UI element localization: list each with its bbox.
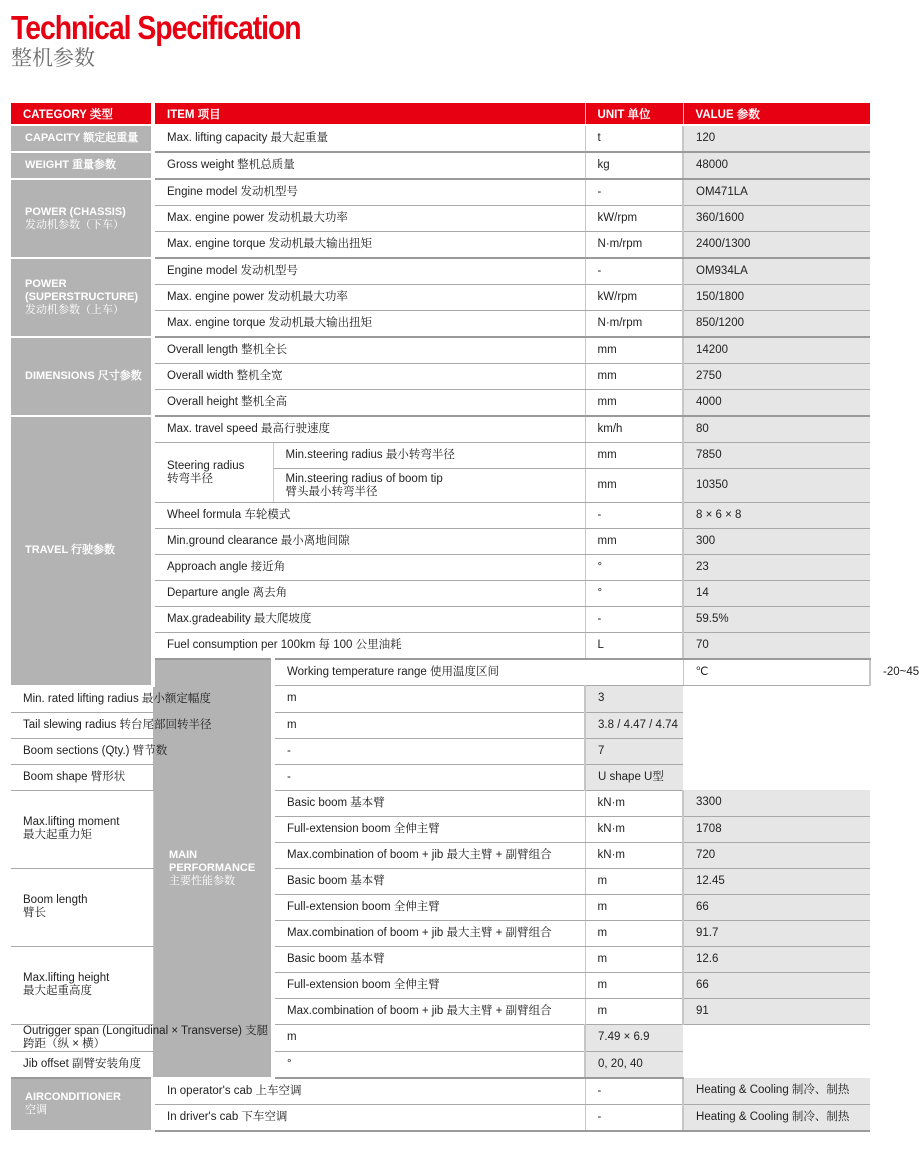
- item-cell: Tail slewing radius 转台尾部回转半径: [11, 712, 273, 738]
- page-subtitle: 整机参数: [11, 47, 95, 70]
- value-cell: 2400/1300: [683, 232, 870, 259]
- unit-cell: mm: [585, 337, 683, 364]
- unit-cell: kN·m: [585, 816, 683, 842]
- unit-cell: m: [585, 998, 683, 1024]
- category-label-cn: 主要性能参数: [169, 874, 235, 887]
- item-cell: Max. engine power 发动机最大功率: [153, 206, 585, 232]
- category-label-cn: 发动机参数（下车）: [25, 218, 124, 231]
- group-label-en: Steering radius: [167, 459, 245, 472]
- unit-cell: mm: [585, 364, 683, 390]
- value-cell: 70: [683, 633, 870, 660]
- value-cell: 850/1200: [683, 311, 870, 338]
- table-row: [11, 1051, 870, 1078]
- value-cell: 12.6: [683, 946, 870, 972]
- item-cell: Min. rated lifting radius 最小额定幅度: [11, 686, 273, 713]
- unit-cell: -: [585, 607, 683, 633]
- item-cell: Max.combination of boom + jib 最大主臂 + 副臂组合: [273, 920, 585, 946]
- table-row: [11, 790, 870, 816]
- value-cell: 3.8 / 4.47 / 4.74: [585, 712, 683, 738]
- item-cell: Max. travel speed 最高行驶速度: [153, 416, 585, 443]
- unit-cell: -: [585, 1078, 683, 1105]
- item-cell: Full-extension boom 全伸主臂: [273, 894, 585, 920]
- category-airconditioner: [11, 1078, 153, 1131]
- category-capacity: CAPACITY 额定起重量: [11, 125, 153, 152]
- value-cell: 8 × 6 × 8: [683, 503, 870, 529]
- category-weight: WEIGHT 重量参数: [11, 152, 153, 179]
- unit-cell: mm: [585, 469, 683, 503]
- value-cell: 4000: [683, 390, 870, 417]
- unit-cell: -: [585, 179, 683, 206]
- category-label-cn: 发动机参数（上车）: [25, 304, 124, 316]
- unit-cell: m: [585, 946, 683, 972]
- category-power-superstructure: [11, 258, 153, 337]
- value-cell: OM471LA: [683, 179, 870, 206]
- spec-table: [11, 103, 919, 1132]
- category-label-cn: 空调: [25, 1104, 47, 1116]
- group-label-cn: 臂长: [23, 907, 46, 919]
- item-cell: Max. engine power 发动机最大功率: [153, 285, 585, 311]
- table-row: [11, 1024, 870, 1051]
- item-cell: Boom sections (Qty.) 臂节数: [11, 738, 273, 764]
- value-cell: Heating & Cooling 制冷、制热: [683, 1078, 870, 1105]
- item-cell: Overall length 整机全长: [153, 337, 585, 364]
- item-cell: Gross weight 整机总质量: [153, 152, 585, 179]
- value-cell: 720: [683, 842, 870, 868]
- unit-cell: N·m/rpm: [585, 311, 683, 338]
- category-label-en: AIRCONDITIONER: [25, 1091, 121, 1103]
- value-cell: 2750: [683, 364, 870, 390]
- group-label-cn: 最大起重力矩: [23, 829, 92, 841]
- unit-cell: m: [585, 920, 683, 946]
- item-cell: Basic boom 基本臂: [273, 790, 585, 816]
- unit-cell: kN·m: [585, 842, 683, 868]
- unit-cell: -: [585, 258, 683, 285]
- item-cell: Max. lifting capacity 最大起重量: [153, 125, 585, 152]
- unit-cell: m: [585, 894, 683, 920]
- item-cell: Wheel formula 车轮模式: [153, 503, 585, 529]
- item-cell: Jib offset 副臂安装角度: [11, 1051, 273, 1078]
- column-header-value: VALUE 参数: [683, 103, 870, 125]
- item-cell: Engine model 发动机型号: [153, 258, 585, 285]
- table-row: [11, 686, 870, 713]
- value-cell: OM934LA: [683, 258, 870, 285]
- group-max-lifting-moment: [11, 790, 153, 868]
- unit-cell: mm: [585, 529, 683, 555]
- item-cell: Overall height 整机全高: [153, 390, 585, 417]
- unit-cell: -: [273, 738, 585, 764]
- value-cell: 66: [683, 972, 870, 998]
- value-cell: 48000: [683, 152, 870, 179]
- value-cell: Heating & Cooling 制冷、制热: [683, 1104, 870, 1131]
- unit-cell: mm: [585, 390, 683, 417]
- unit-cell: t: [585, 125, 683, 152]
- category-label-en: (SUPERSTRUCTURE): [25, 291, 139, 303]
- item-cell: Overall width 整机全宽: [153, 364, 585, 390]
- category-power-chassis: [11, 179, 153, 258]
- group-label-en: Max.lifting moment: [23, 816, 120, 828]
- item-label-en: Min.steering radius of boom tip: [285, 472, 443, 485]
- category-label-en: POWER: [25, 278, 67, 290]
- item-cell: Engine model 发动机型号: [153, 179, 585, 206]
- value-cell: 120: [683, 125, 870, 152]
- page-title: Technical Specification: [11, 9, 301, 46]
- group-label-en: Max.lifting height: [23, 972, 110, 984]
- item-cell: In driver's cab 下车空调: [153, 1104, 585, 1131]
- unit-cell: kN·m: [585, 790, 683, 816]
- value-cell: 1708: [683, 816, 870, 842]
- item-cell: Working temperature range 使用温度区间: [273, 659, 683, 686]
- value-cell: 150/1800: [683, 285, 870, 311]
- unit-cell: ℃: [683, 659, 870, 686]
- table-row: [11, 179, 870, 206]
- unit-cell: °: [585, 555, 683, 581]
- category-label-en: POWER (CHASSIS): [25, 205, 126, 218]
- value-cell: 300: [683, 529, 870, 555]
- group-label-en: Boom length: [23, 894, 88, 906]
- unit-cell: L: [585, 633, 683, 660]
- item-cell: Approach angle 接近角: [153, 555, 585, 581]
- value-cell: 14200: [683, 337, 870, 364]
- value-cell: 66: [683, 894, 870, 920]
- value-cell: 0, 20, 40: [585, 1051, 683, 1078]
- item-cell: Max. engine torque 发动机最大输出扭矩: [153, 232, 585, 259]
- unit-cell: -: [585, 1104, 683, 1131]
- table-header-row: [11, 103, 870, 125]
- item-cell: In operator's cab 上车空调: [153, 1078, 585, 1105]
- item-label-cn: 臂头最小转弯半径: [285, 485, 378, 498]
- value-cell: 10350: [683, 469, 870, 503]
- table-row: [11, 764, 870, 790]
- category-label-en: MAIN: [169, 848, 198, 861]
- item-cell: Max.gradeability 最大爬坡度: [153, 607, 585, 633]
- item-cell: Full-extension boom 全伸主臂: [273, 972, 585, 998]
- item-cell: Fuel consumption per 100km 每 100 公里油耗: [153, 633, 585, 660]
- value-cell: 23: [683, 555, 870, 581]
- item-cell: Outrigger span (Longitudinal × Transverse) 支腿跨距（纵 × 横）: [11, 1024, 273, 1051]
- table-row: [11, 946, 870, 972]
- value-cell: 14: [683, 581, 870, 607]
- value-cell: 80: [683, 416, 870, 443]
- item-cell: Max.combination of boom + jib 最大主臂 + 副臂组合: [273, 842, 585, 868]
- item-cell: Full-extension boom 全伸主臂: [273, 816, 585, 842]
- column-header-item: ITEM 项目: [153, 103, 585, 125]
- table-row: [11, 738, 870, 764]
- group-label-cn: 转弯半径: [167, 472, 213, 485]
- value-cell: 12.45: [683, 868, 870, 894]
- column-header-category: CATEGORY 类型: [11, 103, 153, 125]
- group-max-lifting-height: [11, 946, 153, 1024]
- unit-cell: N·m/rpm: [585, 232, 683, 259]
- item-cell: Min.steering radius 最小转弯半径: [273, 443, 585, 469]
- unit-cell: m: [585, 868, 683, 894]
- table-row: [11, 258, 870, 285]
- value-cell: 7850: [683, 443, 870, 469]
- item-cell: Min.ground clearance 最小离地间隙: [153, 529, 585, 555]
- value-cell: 3300: [683, 790, 870, 816]
- group-label-cn: 最大起重高度: [23, 985, 92, 997]
- unit-cell: m: [273, 712, 585, 738]
- unit-cell: m: [585, 972, 683, 998]
- unit-cell: mm: [585, 443, 683, 469]
- category-label-en: PERFORMANCE: [169, 861, 256, 874]
- table-row: MAIN PERFORMANCE 主要性能参数 Working temperature range 使用温度区间 ℃ -20~45: [11, 659, 870, 686]
- item-cell: Departure angle 离去角: [153, 581, 585, 607]
- item-cell: Basic boom 基本臂: [273, 868, 585, 894]
- table-row: [11, 868, 870, 894]
- table-row: [11, 416, 870, 443]
- unit-cell: kW/rpm: [585, 206, 683, 232]
- unit-cell: °: [585, 581, 683, 607]
- item-cell: Max. engine torque 发动机最大输出扭矩: [153, 311, 585, 338]
- unit-cell: m: [273, 1024, 585, 1051]
- group-steering-radius: [153, 443, 273, 503]
- value-cell: 91.7: [683, 920, 870, 946]
- item-cell: Basic boom 基本臂: [273, 946, 585, 972]
- value-cell: 360/1600: [683, 206, 870, 232]
- column-header-unit: UNIT 单位: [585, 103, 683, 125]
- item-cell: Max.combination of boom + jib 最大主臂 + 副臂组合: [273, 998, 585, 1024]
- unit-cell: -: [273, 764, 585, 790]
- category-dimensions: DIMENSIONS 尺寸参数: [11, 337, 153, 416]
- table-row: [11, 337, 870, 364]
- unit-cell: km/h: [585, 416, 683, 443]
- value-cell: 91: [683, 998, 870, 1024]
- table-row: [11, 152, 870, 179]
- unit-cell: °: [273, 1051, 585, 1078]
- unit-cell: kg: [585, 152, 683, 179]
- unit-cell: kW/rpm: [585, 285, 683, 311]
- table-row: [11, 125, 870, 152]
- value-cell: 3: [585, 686, 683, 713]
- value-cell: 59.5%: [683, 607, 870, 633]
- value-cell: U shape U型: [585, 764, 683, 790]
- value-cell: 7.49 × 6.9: [585, 1024, 683, 1051]
- table-row: [11, 1078, 870, 1105]
- unit-cell: -: [585, 503, 683, 529]
- category-travel: TRAVEL 行驶参数: [11, 416, 153, 686]
- value-cell: 7: [585, 738, 683, 764]
- group-boom-length: [11, 868, 153, 946]
- item-cell: [273, 469, 585, 503]
- unit-cell: m: [273, 686, 585, 713]
- table-row: [11, 712, 870, 738]
- item-cell: Boom shape 臂形状: [11, 764, 273, 790]
